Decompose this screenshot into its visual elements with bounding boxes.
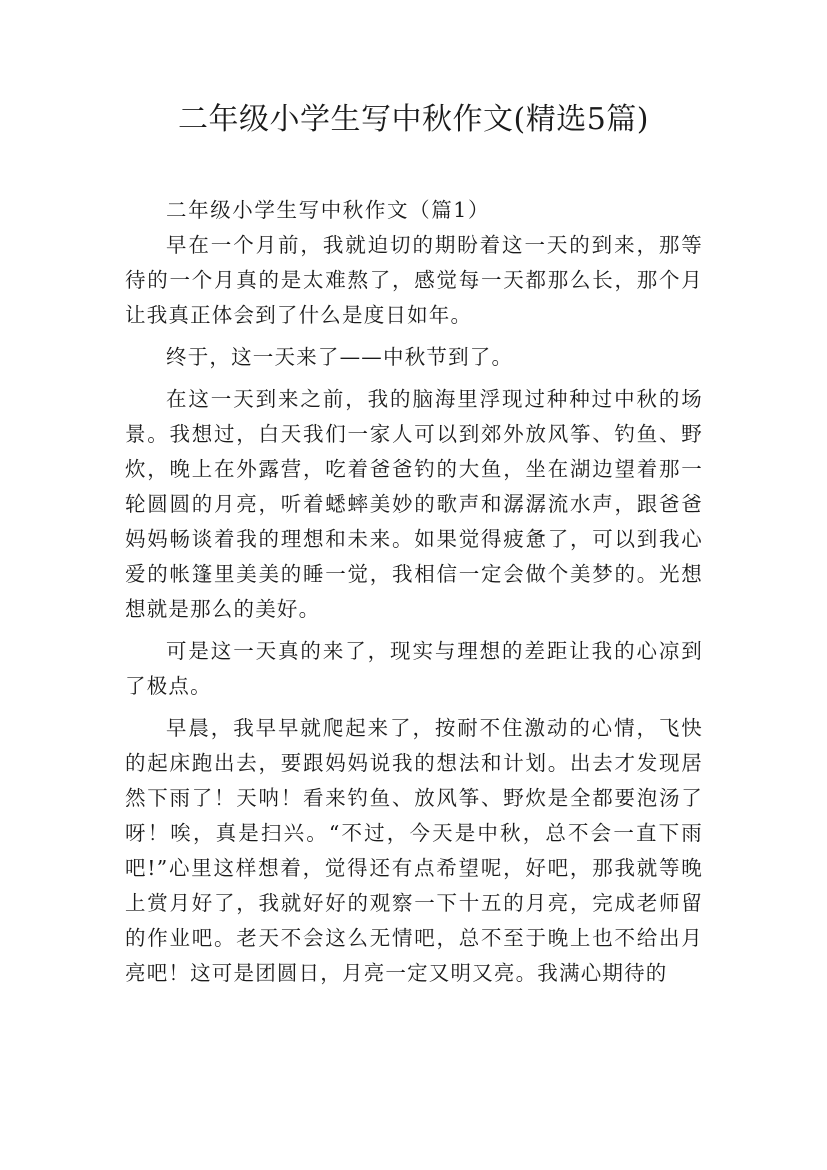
- document-title: 二年级小学生写中秋作文(精选5篇): [178, 102, 649, 137]
- paragraph: 终于，这一天来了——中秋节到了。: [166, 345, 514, 369]
- paragraph: 在这一天到来之前，我的脑海里浮现过种种过中秋的场景。我想过，白天我们一家人可以到郊外放风筝、钓鱼、野炊，晚上在外露营，吃着爸爸钓的大鱼，坐在湖边望着那一轮圆圆的月亮，听着蟋蟀美妙的歌声和潺潺流水声，跟爸爸妈妈畅谈着我的理想和未来。如果觉得疲惫了，可以到我心爱的帐篷里美美的睡一觉，我相信一定会做个美梦的。光想想就是那么的美好。: [125, 387, 703, 621]
- section-heading: 二年级小学生写中秋作文（篇1）: [166, 198, 491, 222]
- document-body: [125, 193, 703, 991]
- paragraph: 早在一个月前，我就迫切的期盼着这一天的到来，那等待的一个月真的是太难熬了，感觉每一天都那么长，那个月让我真正体会到了什么是度日如年。: [125, 233, 703, 327]
- paragraph: 早晨，我早早就爬起来了，按耐不住激动的心情，飞快的起床跑出去，要跟妈妈说我的想法和计划。出去才发现居然下雨了！天呐！看来钓鱼、放风筝、野炊是全都要泡汤了呀！唉，真是扫兴。“不过，今天是中秋，总不会一直下雨吧!”心里这样想着，觉得还有点希望呢，好吧，那我就等晚上赏月好了，我就好好的观察一下十五的月亮，完成老师留的作业吧。老天不会这么无情吧，总不至于晚上也不给出月亮吧！这可是团圆日，月亮一定又明又亮。我满心期待的: [125, 716, 703, 985]
- paragraph: 可是这一天真的来了，现实与理想的差距让我的心凉到了极点。: [125, 639, 703, 698]
